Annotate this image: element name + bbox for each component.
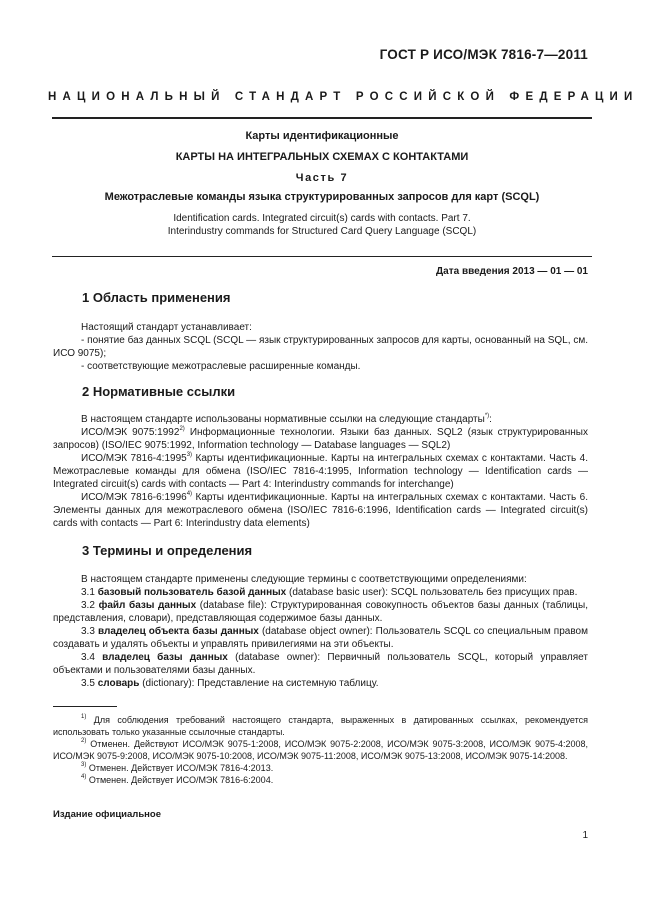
section-1-body [53, 321, 588, 373]
reference-item [53, 426, 588, 452]
reference-code: ИСО/МЭК 7816-4:1995 [81, 453, 187, 464]
footnote [53, 714, 588, 738]
term-definition: (database basic user): SCQL пользователь без присущих прав. [286, 587, 578, 598]
footnote-mark: 3) [81, 762, 87, 768]
reference-code: ИСО/МЭК 9075:1992 [81, 427, 180, 438]
reference-text: Карты идентификационные. Карты на интегральных схемах с контактами. Часть 6. Элементы данных для межотраслевого обмена (ISO/IEC 7816-6:1996, Identification cards — Integrated circuit(s) cards with contacts — Part 6: Interindustry data elements) [53, 492, 588, 529]
edition-label: Издание официальное [53, 809, 161, 820]
footnote-divider [53, 706, 117, 707]
footnote-text: Отменен. Действуют ИСО/МЭК 9075-1:2008, ИСО/МЭК 9075-2:2008, ИСО/МЭК 9075-3:2008, ИСО/МЭК 9075-4:2008, ИСО/МЭК 9075-9:2008, ИСО/МЭК 9075-10:2008, ИСО/МЭК 9075-11:2008, ИСО/МЭК 9075-13:2008, ИСО/МЭК 9075-14:2008. [53, 739, 588, 761]
reference-text: Карты идентификационные. Карты на интегральных схемах с контактами. Часть 4. Межотраслевые команды для обмена (ISO/IEC 7816-4:1995, Information technology — Identification cards — Integrated circuit(s) cards with contacts — Part 4: Interindustry commands for interchange) [53, 453, 588, 490]
term-entry [53, 677, 588, 690]
footnote [53, 738, 588, 762]
term-number: 3.5 [81, 678, 98, 689]
footnote [53, 762, 588, 774]
header-divider [52, 117, 592, 119]
term-definition: (database object owner): Пользователь SCQL со специальным правом создавать и удалять объекты и управлять привилегиями на эти объекты. [53, 626, 588, 650]
footnote-mark: 3) [186, 452, 193, 458]
term-entry [53, 586, 588, 599]
section-1-heading: 1 Область применения [82, 290, 231, 305]
title-line-2: КАРТЫ НА ИНТЕГРАЛЬНЫХ СХЕМАХ С КОНТАКТАМИ [175, 151, 469, 163]
terms-intro: В настоящем стандарте применены следующие термины с соответствующими определениями: [81, 574, 527, 585]
reference-item [53, 452, 588, 491]
standard-designation: ГОСТ Р ИСО/МЭК 7816-7—2011 [379, 47, 588, 62]
footnote-mark: 1) [81, 714, 87, 720]
footnote-mark: 4) [186, 491, 193, 497]
section-2-body [53, 413, 588, 530]
title-english-2: Interindustry commands for Structured Card Query Language (SCQL) [167, 226, 477, 237]
footnote-text: Отменен. Действует ИСО/МЭК 7816-4:2013. [86, 763, 274, 773]
introduction-date: Дата введения 2013 — 01 — 01 [436, 266, 588, 277]
footnotes [53, 714, 588, 786]
term-name: владелец объекта базы данных [97, 626, 259, 637]
title-line-4: Межотраслевые команды языка структурированных запросов для карт (SCQL) [104, 191, 540, 203]
reference-text: Информационные технологии. Языки баз данных. SQL2 (язык структурированных запросов) (ISO/IEC 9075:1992, Information technology — Database languages — SQL2) [53, 427, 588, 451]
term-number: 3.3 [81, 626, 98, 637]
term-entry [53, 599, 588, 625]
title-line-1: Карты идентификационные [245, 130, 399, 142]
term-number: 3.1 [81, 587, 98, 598]
footnote [53, 774, 588, 786]
term-name: словарь [97, 678, 140, 689]
section-2-heading: 2 Нормативные ссылки [82, 384, 236, 399]
footnote-mark: 2) [81, 738, 87, 744]
term-name: файл базы данных [98, 600, 197, 611]
footnote-mark: 2) [179, 426, 185, 432]
footnote-text: Отменен. Действует ИСО/МЭК 7816-6:2004. [86, 775, 274, 785]
section-3-body [53, 573, 588, 690]
reference-item [53, 491, 588, 530]
term-name: базовый пользователь базой данных [97, 587, 287, 598]
references-intro [53, 413, 588, 426]
title-divider [52, 256, 592, 257]
term-definition: (dictionary): Представление на системную таблицу. [139, 678, 379, 689]
term-number: 3.4 [81, 652, 103, 663]
term-entry [53, 625, 588, 651]
term-definition: (database owner): Первичный пользователь SCQL, который управляет объектами и пользователями базы данных. [53, 652, 588, 676]
title-english-1: Identification cards. Integrated circuit(s) cards with contacts. Part 7. [173, 213, 471, 224]
reference-code: ИСО/МЭК 7816-6:1996 [81, 492, 187, 503]
title-part: Часть 7 [295, 172, 349, 184]
footnote-mark: *) [484, 413, 490, 419]
national-standard-banner: НАЦИОНАЛЬНЫЙ СТАНДАРТ РОССИЙСКОЙ ФЕДЕРАЦИИ [48, 91, 639, 103]
term-number: 3.2 [81, 600, 99, 611]
section-1-paragraph: - соответствующие межотраслевые расширенные команды. [81, 361, 361, 372]
references-intro-text: В настоящем стандарте использованы нормативные ссылки на следующие стандарты [81, 414, 485, 425]
section-1-paragraph: - понятие баз данных SCQL (SCQL — язык структурированных запросов для карты, основанный на SQL, см. ИСО 9075); [53, 335, 588, 359]
section-3-heading: 3 Термины и определения [82, 543, 253, 558]
footnote-text: Для соблюдения требований настоящего стандарта, выраженных в датированных ссылках, рекомендуется использовать только указанные ссылочные стандарты. [53, 715, 588, 737]
footnote-mark: 4) [81, 774, 87, 780]
page-number: 1 [582, 830, 588, 841]
term-definition: (database file): Структурированная совокупность объектов базы данных (таблицы, представления, словари), представляющая содержимое базы данных. [53, 600, 588, 624]
term-name: владелец базы данных [102, 652, 228, 663]
section-1-paragraph: Настоящий стандарт устанавливает: [81, 322, 252, 333]
term-entry [53, 651, 588, 677]
references-intro-end: : [489, 414, 492, 425]
